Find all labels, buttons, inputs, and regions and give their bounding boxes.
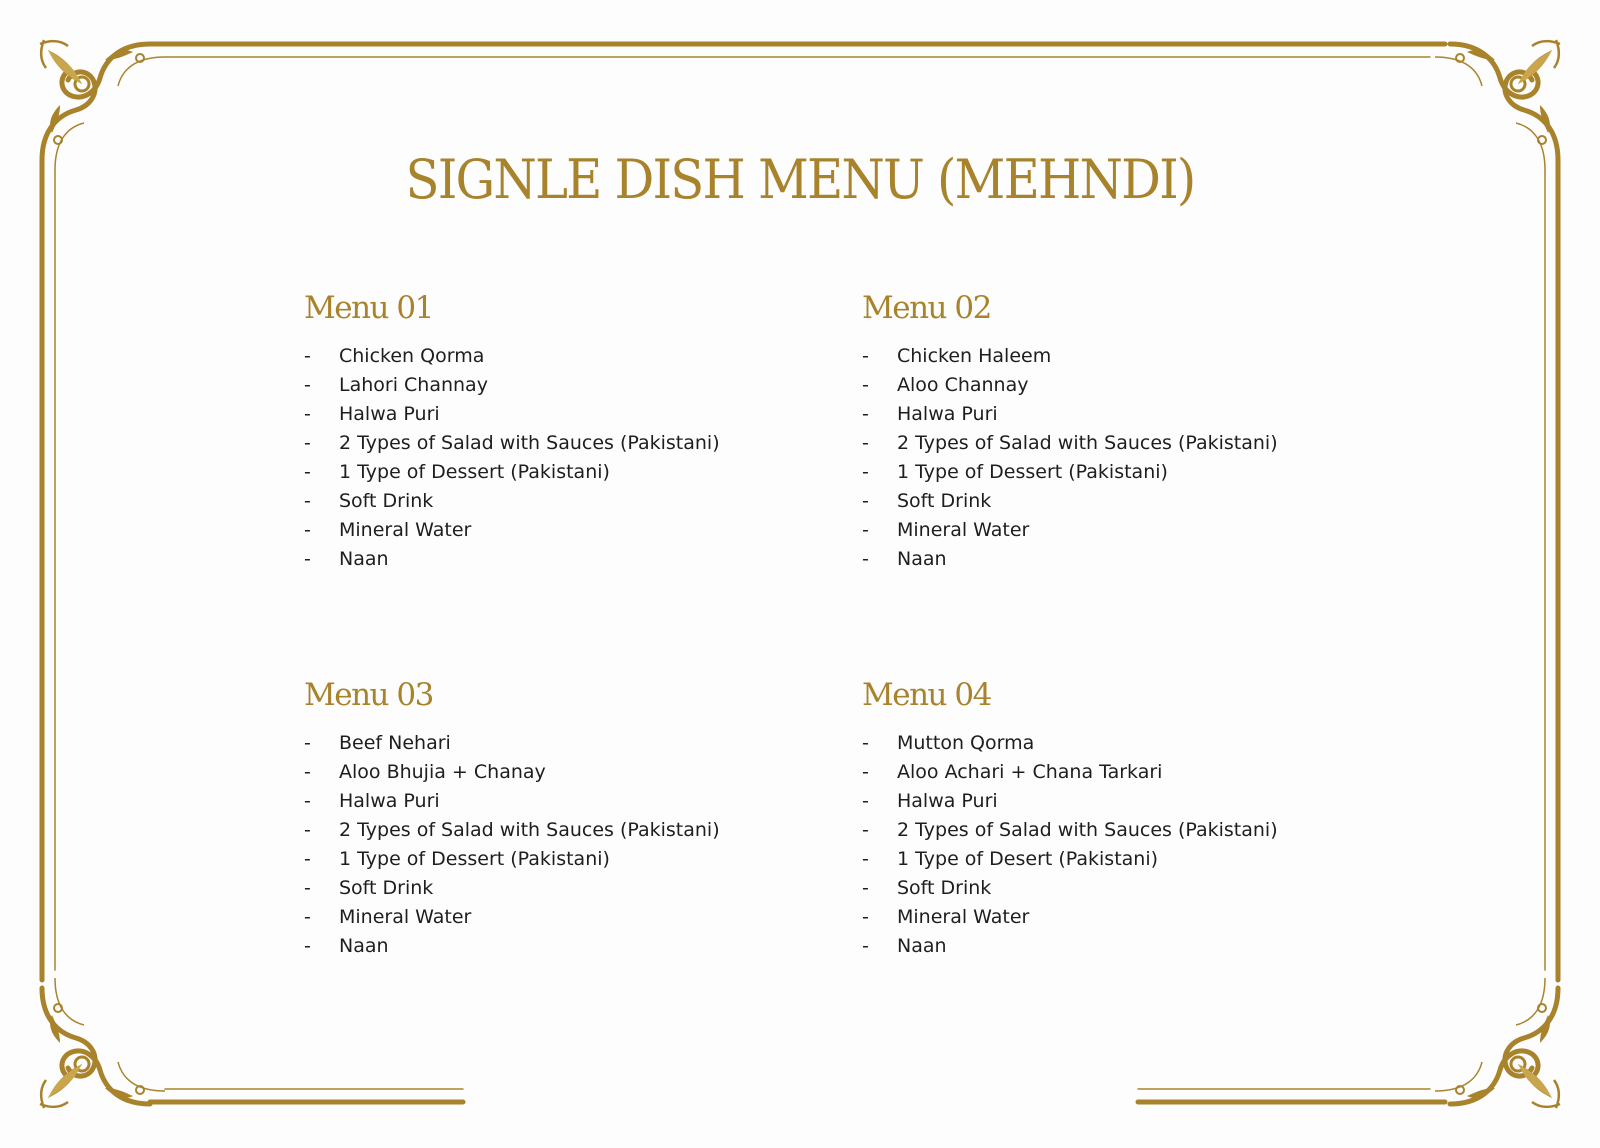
menu-item-text: 2 Types of Salad with Sauces (Pakistani) xyxy=(339,432,720,454)
bullet-dash: - xyxy=(304,935,311,957)
list-item xyxy=(862,758,1382,787)
menu-item-text: Chicken Qorma xyxy=(339,345,485,367)
menu-section xyxy=(304,673,824,961)
menu-item-text: Mineral Water xyxy=(339,906,472,928)
bullet-dash: - xyxy=(862,761,869,783)
list-item xyxy=(862,429,1382,458)
menu-item-list xyxy=(304,729,824,961)
list-item xyxy=(862,487,1382,516)
menu-item-text: Mutton Qorma xyxy=(897,732,1035,754)
page-title: SIGNLE DISH MENU (MEHNDI) xyxy=(405,148,1195,211)
list-item xyxy=(304,874,824,903)
list-item xyxy=(304,342,824,371)
menu-item-text: 1 Type of Dessert (Pakistani) xyxy=(339,461,610,483)
menu-item-text: 1 Type of Dessert (Pakistani) xyxy=(897,461,1168,483)
list-item xyxy=(862,729,1382,758)
list-item xyxy=(304,545,824,574)
bullet-dash: - xyxy=(862,548,869,570)
list-item xyxy=(862,342,1382,371)
menu-item-text: Beef Nehari xyxy=(339,732,451,754)
menu-item-text: Chicken Haleem xyxy=(897,345,1052,367)
bullet-dash: - xyxy=(862,461,869,483)
bullet-dash: - xyxy=(304,848,311,870)
list-item xyxy=(862,787,1382,816)
menu-item-text: Soft Drink xyxy=(897,490,992,512)
list-item xyxy=(304,932,824,961)
menu-item-text: Naan xyxy=(897,935,947,957)
bullet-dash: - xyxy=(304,732,311,754)
bullet-dash: - xyxy=(304,461,311,483)
list-item xyxy=(862,932,1382,961)
menu-section xyxy=(862,673,1382,961)
bullet-dash: - xyxy=(862,403,869,425)
menu-item-text: Lahori Channay xyxy=(339,374,488,396)
bullet-dash: - xyxy=(862,519,869,541)
bullet-dash: - xyxy=(304,877,311,899)
menu-item-list xyxy=(304,342,824,574)
menu-item-text: Aloo Achari + Chana Tarkari xyxy=(897,761,1163,783)
bullet-dash: - xyxy=(304,403,311,425)
bullet-dash: - xyxy=(304,790,311,812)
list-item xyxy=(304,487,824,516)
list-item xyxy=(304,758,824,787)
menu-item-text: Naan xyxy=(339,548,389,570)
list-item xyxy=(862,816,1382,845)
bullet-dash: - xyxy=(304,345,311,367)
menu-item-text: Naan xyxy=(339,935,389,957)
menu-item-text: Halwa Puri xyxy=(339,790,440,812)
list-item xyxy=(304,845,824,874)
list-item xyxy=(862,845,1382,874)
list-item xyxy=(304,903,824,932)
bullet-dash: - xyxy=(862,935,869,957)
list-item xyxy=(862,545,1382,574)
bullet-dash: - xyxy=(304,374,311,396)
list-item xyxy=(304,816,824,845)
menu-item-text: 2 Types of Salad with Sauces (Pakistani) xyxy=(897,819,1278,841)
menu-item-text: 2 Types of Salad with Sauces (Pakistani) xyxy=(339,819,720,841)
bullet-dash: - xyxy=(862,790,869,812)
menu-heading: Menu 02 xyxy=(862,290,991,326)
menu-item-list xyxy=(862,342,1382,574)
menu-item-text: Naan xyxy=(897,548,947,570)
menu-item-text: 1 Type of Dessert (Pakistani) xyxy=(339,848,610,870)
list-item xyxy=(304,729,824,758)
bullet-dash: - xyxy=(304,432,311,454)
menu-item-text: 2 Types of Salad with Sauces (Pakistani) xyxy=(897,432,1278,454)
list-item xyxy=(862,371,1382,400)
bullet-dash: - xyxy=(862,848,869,870)
bullet-dash: - xyxy=(304,819,311,841)
list-item xyxy=(862,903,1382,932)
menu-heading: Menu 01 xyxy=(304,290,433,326)
bullet-dash: - xyxy=(862,906,869,928)
menu-item-text: Soft Drink xyxy=(339,490,434,512)
menu-item-text: Mineral Water xyxy=(897,519,1030,541)
menu-item-text: Soft Drink xyxy=(339,877,434,899)
bullet-dash: - xyxy=(304,761,311,783)
list-item xyxy=(862,458,1382,487)
bullet-dash: - xyxy=(862,432,869,454)
menu-item-text: Aloo Bhujia + Chanay xyxy=(339,761,546,783)
list-item xyxy=(862,516,1382,545)
corner-ornament-bottom-left xyxy=(40,978,165,1108)
menu-item-text: Aloo Channay xyxy=(897,374,1029,396)
list-item xyxy=(304,516,824,545)
bullet-dash: - xyxy=(304,519,311,541)
menu-item-text: Halwa Puri xyxy=(339,403,440,425)
bullet-dash: - xyxy=(862,345,869,367)
menu-item-text: Halwa Puri xyxy=(897,790,998,812)
menu-item-list xyxy=(862,729,1382,961)
list-item xyxy=(862,400,1382,429)
list-item xyxy=(304,400,824,429)
bullet-dash: - xyxy=(304,490,311,512)
menu-section xyxy=(304,286,824,574)
menu-item-text: Mineral Water xyxy=(339,519,472,541)
bullet-dash: - xyxy=(862,819,869,841)
list-item xyxy=(862,874,1382,903)
menu-item-text: Mineral Water xyxy=(897,906,1030,928)
list-item xyxy=(304,371,824,400)
menu-heading: Menu 03 xyxy=(304,677,433,713)
list-item xyxy=(304,787,824,816)
menu-item-text: 1 Type of Desert (Pakistani) xyxy=(897,848,1159,870)
menu-section xyxy=(862,286,1382,574)
list-item xyxy=(304,458,824,487)
bullet-dash: - xyxy=(304,906,311,928)
menu-heading: Menu 04 xyxy=(862,677,991,713)
bullet-dash: - xyxy=(862,374,869,396)
list-item xyxy=(304,429,824,458)
menu-item-text: Halwa Puri xyxy=(897,403,998,425)
bullet-dash: - xyxy=(862,877,869,899)
bullet-dash: - xyxy=(304,548,311,570)
menu-item-text: Soft Drink xyxy=(897,877,992,899)
corner-ornament-bottom-right xyxy=(1435,978,1560,1108)
bullet-dash: - xyxy=(862,490,869,512)
bullet-dash: - xyxy=(862,732,869,754)
